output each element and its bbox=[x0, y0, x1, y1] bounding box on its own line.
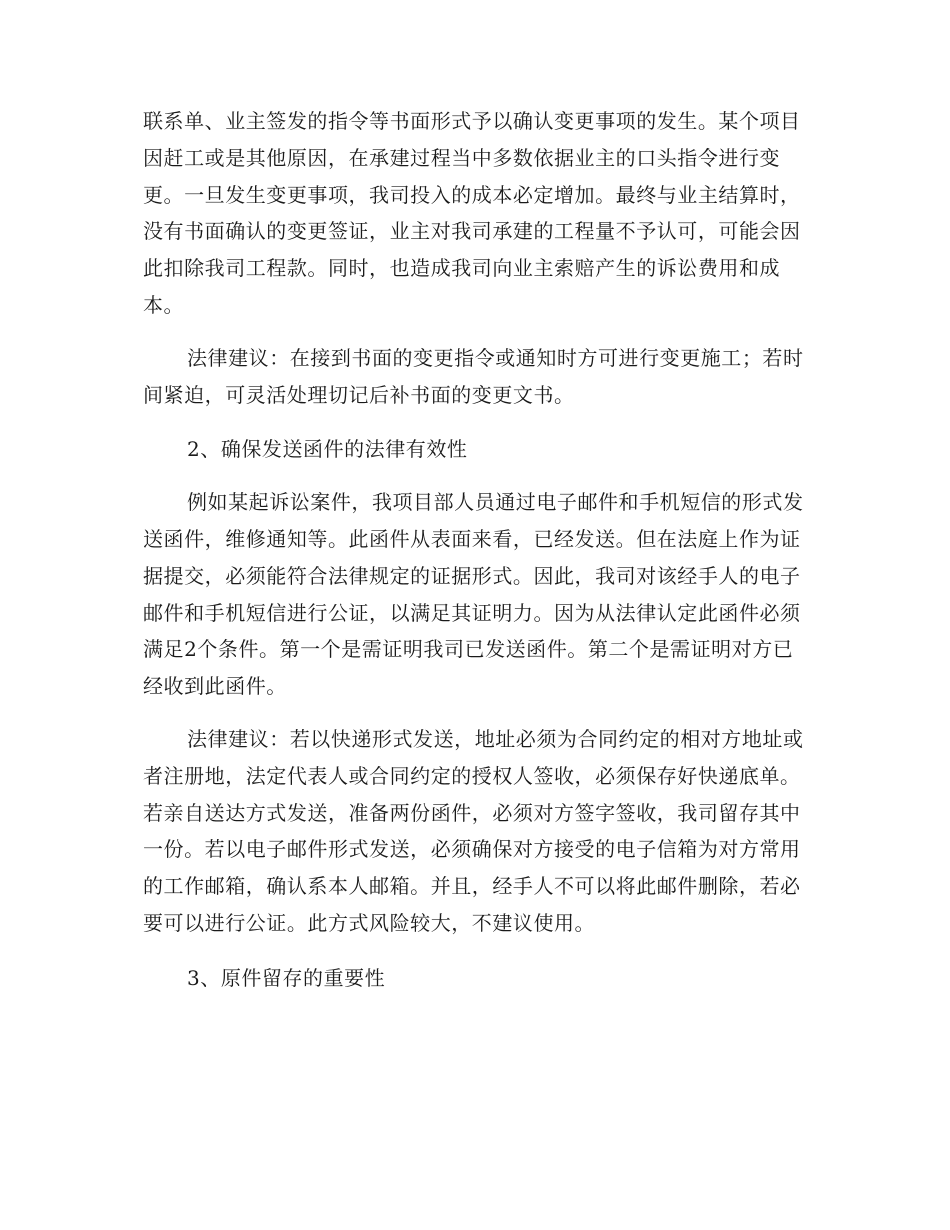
paragraph-legal-advice-1: 法律建议：在接到书面的变更指令或通知时方可进行变更施工；若时间紧迫，可灵活处理切记后补书面的变更文书。 bbox=[143, 345, 804, 407]
paragraph-change-confirmation: 联系单、业主签发的指令等书面形式予以确认变更事项的发生。某个项目因赶工或是其他原因，在承建过程当中多数依据业主的口头指令进行变更。一旦发生变更事项，我司投入的成本必定增加。最终与业主结算时，没有书面确认的变更签证，业主对我司承建的工程量不予认可，可能会因此扣除我司工程款。同时，也造成我司向业主索赔产生的诉讼费用和成本。 bbox=[143, 109, 801, 317]
section-heading-3: 3、原件留存的重要性 bbox=[187, 965, 386, 990]
document-body bbox=[143, 103, 807, 997]
paragraph-litigation-example: 例如某起诉讼案件，我项目部人员通过电子邮件和手机短信的形式发送函件，维修通知等。此函件从表面来看，已经发送。但在法庭上作为证据提交，必须能符合法律规定的证据形式。因此，我司对该经手人的电子邮件和手机短信进行公证，以满足其证明力。因为从法律认定此函件必须满足2个条件。第一个是需证明我司已发送函件。第二个是需证明对方已经收到此函件。 bbox=[143, 490, 804, 699]
section-heading-2: 2、确保发送函件的法律有效性 bbox=[187, 437, 468, 462]
paragraph-legal-advice-2: 法律建议：若以快递形式发送，地址必须为合同约定的相对方地址或者注册地，法定代表人或合同约定的授权人签收，必须保存好快递底单。若亲自送达方式发送，准备两份函件，必须对方签字签收，我司留存其中一份。若以电子邮件形式发送，必须确保对方接受的电子信箱为对方常用的工作邮箱，确认系本人邮箱。并且，经手人不可以将此邮件删除，若必要可以进行公证。此方式风险较大，不建议使用。 bbox=[143, 726, 804, 935]
